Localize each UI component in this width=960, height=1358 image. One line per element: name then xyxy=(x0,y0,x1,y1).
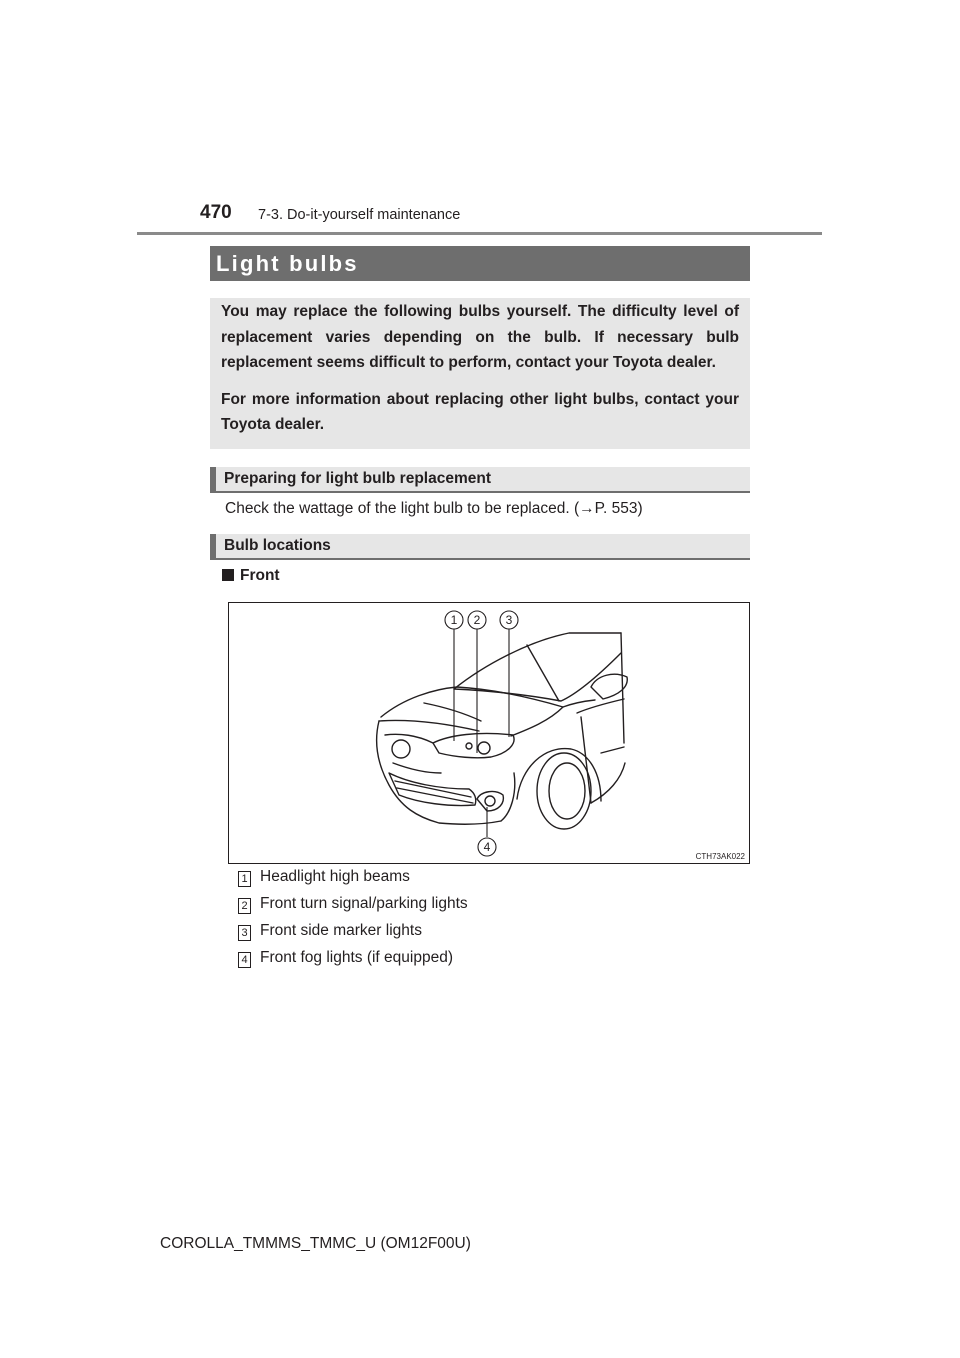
car-front-figure xyxy=(228,602,750,864)
callout-number: 2 xyxy=(473,613,481,627)
header-rule xyxy=(137,232,822,235)
front-heading xyxy=(222,567,280,585)
callout-number: 1 xyxy=(450,613,458,627)
preparing-heading: Preparing for light bulb replacement xyxy=(210,467,750,493)
intro-box xyxy=(210,298,750,449)
front-heading-label: Front xyxy=(240,567,280,584)
chapter-title: 7-3. Do-it-yourself maintenance xyxy=(258,207,461,223)
footer-document-code: COROLLA_TMMMS_TMMC_U (OM12F00U) xyxy=(160,1235,471,1252)
page-number: 470 xyxy=(200,202,232,223)
figure-code: CTH73AK022 xyxy=(695,852,745,861)
bulb-locations-heading: Bulb locations xyxy=(210,534,750,560)
section-banner: Light bulbs xyxy=(210,246,750,281)
car-illustration xyxy=(229,603,749,863)
intro-paragraph: You may replace the following bulbs yourself. The difficulty level of replacement varies depending on the bulb. If necessary bulb replacement seems difficult to perform, contact your Toyota dealer. xyxy=(221,303,739,371)
legend-number-box: 3 xyxy=(238,925,251,941)
legend-number-box: 1 xyxy=(238,871,251,887)
callout-number: 4 xyxy=(483,840,491,854)
legend-label: Front fog lights (if equipped) xyxy=(260,949,453,966)
callout-number: 3 xyxy=(505,613,513,627)
intro-paragraph: For more information about replacing other light bulbs, contact your Toyota dealer. xyxy=(221,390,739,433)
preparing-text: Check the wattage of the light bulb to be replaced. (→P. 553) xyxy=(225,500,643,517)
legend-label: Front turn signal/parking lights xyxy=(260,895,468,912)
legend-number-box: 2 xyxy=(238,898,251,914)
square-bullet-icon xyxy=(222,569,234,581)
legend-label: Front side marker lights xyxy=(260,922,422,939)
legend-label: Headlight high beams xyxy=(260,868,410,885)
legend-number-box: 4 xyxy=(238,952,251,968)
